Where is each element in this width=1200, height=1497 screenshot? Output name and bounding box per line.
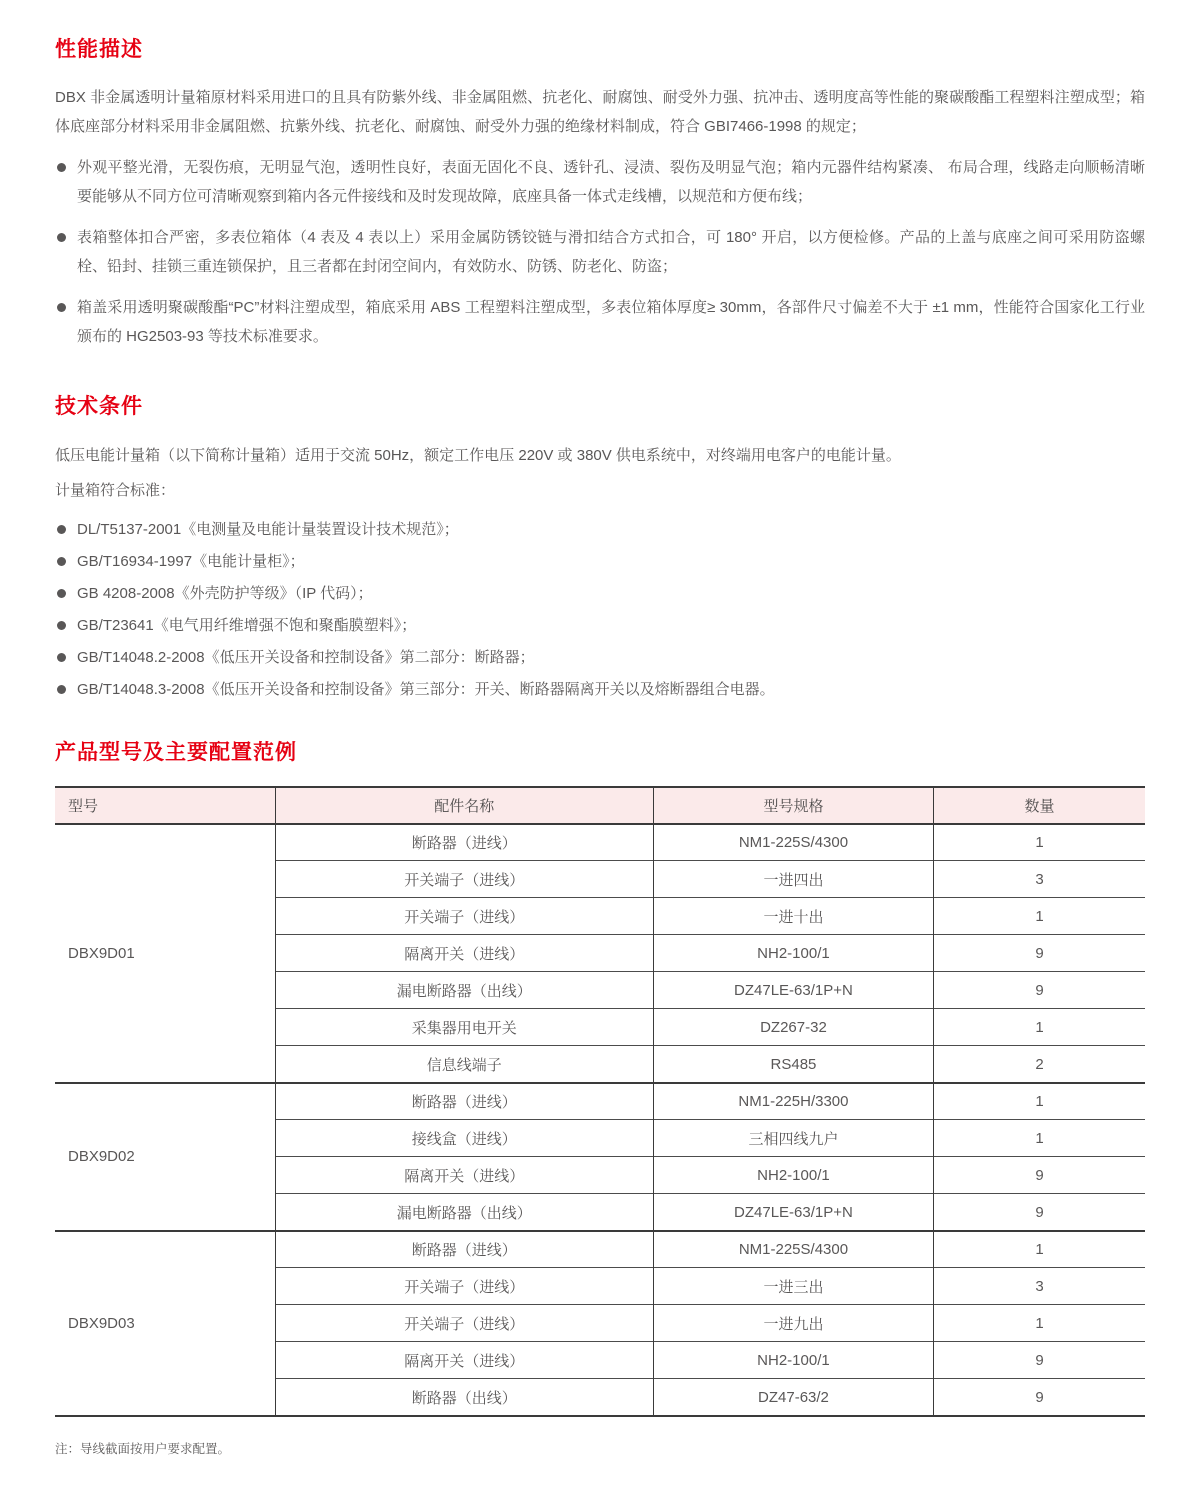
model-cell: DBX9D02 xyxy=(55,1083,275,1231)
products-title: 产品型号及主要配置范例 xyxy=(55,740,297,764)
qty-cell: 3 xyxy=(934,1268,1145,1305)
qty-cell: 1 xyxy=(934,1231,1145,1268)
spec-cell: DZ47-63/2 xyxy=(653,1379,933,1416)
qty-cell: 9 xyxy=(934,1342,1145,1379)
bullet-icon xyxy=(57,233,66,242)
performance-bullet xyxy=(55,153,1145,211)
standard-item xyxy=(55,618,1145,633)
bullet-icon xyxy=(57,303,66,312)
spec-cell: NH2-100/1 xyxy=(653,1342,933,1379)
header-part-name: 配件名称 xyxy=(275,787,653,824)
part-name-cell: 隔离开关（进线） xyxy=(275,1157,653,1194)
spec-cell: NH2-100/1 xyxy=(653,1157,933,1194)
part-name-cell: 开关端子（进线） xyxy=(275,898,653,935)
qty-cell: 9 xyxy=(934,1194,1145,1231)
standard-item xyxy=(55,586,1145,601)
section-performance xyxy=(55,36,1145,351)
standard-item-text: DL/T5137-2001《电测量及电能计量装置设计技术规范》； xyxy=(77,520,459,538)
technical-intro: 低压电能计量箱（以下简称计量箱）适用于交流 50Hz，额定工作电压 220V 或 380V 供电系统中，对终端用电客户的电能计量。 xyxy=(55,446,901,464)
table-row xyxy=(55,1231,1145,1268)
standard-item xyxy=(55,554,1145,569)
part-name-cell: 接线盒（进线） xyxy=(275,1120,653,1157)
standard-item-text: GB/T14048.3-2008《低压开关设备和控制设备》第三部分：开关、断路器隔离开关以及熔断器组合电器。 xyxy=(77,680,775,698)
part-name-cell: 断路器（进线） xyxy=(275,1083,653,1120)
table-row xyxy=(55,824,1145,861)
performance-bullet xyxy=(55,293,1145,351)
spec-cell: 一进三出 xyxy=(653,1268,933,1305)
standard-item xyxy=(55,522,1145,537)
qty-cell: 9 xyxy=(934,972,1145,1009)
bullet-icon xyxy=(57,589,66,598)
performance-intro: DBX 非金属透明计量箱原材料采用进口的且具有防紫外线、非金属阻燃、抗老化、耐腐蚀、耐受外力强、抗冲击、透明度高等性能的聚碳酸酯工程塑料注塑成型；箱体底座部分材料采用非金属阻燃、抗紫外线、抗老化、耐腐蚀、耐受外力强的绝缘材料制成，符合 GBI7466-1998 的规定； xyxy=(55,89,1145,136)
part-name-cell: 开关端子（进线） xyxy=(275,861,653,898)
spec-cell: 一进十出 xyxy=(653,898,933,935)
performance-bullet-text: 外观平整光滑，无裂伤痕，无明显气泡，透明性良好，表面无固化不良、透针孔、浸渍、裂伤及明显气泡；箱内元器件结构紧凑、 布局合理，线路走向顺畅清晰要能够从不同方位可清晰观察到箱内各元件接线和及时发现故障，底座具备一体式走线槽，以规范和方便布线； xyxy=(77,159,1145,206)
part-name-cell: 漏电断路器（出线） xyxy=(275,1194,653,1231)
performance-bullet-text: 箱盖采用透明聚碳酸酯“PC”材料注塑成型，箱底采用 ABS 工程塑料注塑成型，多表位箱体厚度≥ 30mm，各部件尺寸偏差不大于 ±1 mm，性能符合国家化工行业颁布的 HG2503-93 等技术标准要求。 xyxy=(77,299,1145,346)
header-spec: 型号规格 xyxy=(653,787,933,824)
spec-cell: 三相四线九户 xyxy=(653,1120,933,1157)
spec-cell: 一进九出 xyxy=(653,1305,933,1342)
qty-cell: 1 xyxy=(934,1083,1145,1120)
qty-cell: 9 xyxy=(934,1379,1145,1416)
qty-cell: 1 xyxy=(934,1120,1145,1157)
spec-cell: DZ47LE-63/1P+N xyxy=(653,972,933,1009)
bullet-icon xyxy=(57,163,66,172)
qty-cell: 1 xyxy=(934,1009,1145,1046)
spec-cell: NH2-100/1 xyxy=(653,935,933,972)
performance-title: 性能描述 xyxy=(55,38,143,61)
section-products xyxy=(55,739,1145,1457)
header-qty: 数量 xyxy=(934,787,1145,824)
bullet-icon xyxy=(57,653,66,662)
performance-bullet-text: 表箱整体扣合严密，多表位箱体（4 表及 4 表以上）采用金属防锈铰链与滑扣结合方式扣合，可 180° 开启，以方便检修。产品的上盖与底座之间可采用防盗螺栓、铅封、挂锁三重连锁保护，且三者都在封闭空间内，有效防水、防锈、防老化、防盗； xyxy=(77,229,1145,276)
performance-bullet xyxy=(55,223,1145,281)
spec-cell: DZ267-32 xyxy=(653,1009,933,1046)
standard-item-text: GB/T16934-1997《电能计量柜》； xyxy=(77,552,305,570)
standard-item xyxy=(55,682,1145,697)
qty-cell: 9 xyxy=(934,1157,1145,1194)
part-name-cell: 开关端子（进线） xyxy=(275,1268,653,1305)
section-technical xyxy=(55,393,1145,696)
qty-cell: 2 xyxy=(934,1046,1145,1083)
standard-item-text: GB/T23641《电气用纤维增强不饱和聚酯膜塑料》； xyxy=(77,616,417,634)
standard-item-text: GB 4208-2008《外壳防护等级》（IP 代码）； xyxy=(77,584,373,602)
spec-cell: NM1-225S/4300 xyxy=(653,1231,933,1268)
product-config-table xyxy=(55,786,1145,1417)
spec-cell: 一进四出 xyxy=(653,861,933,898)
table-header-row xyxy=(55,787,1145,824)
performance-bullet-list xyxy=(55,153,1145,351)
part-name-cell: 采集器用电开关 xyxy=(275,1009,653,1046)
part-name-cell: 漏电断路器（出线） xyxy=(275,972,653,1009)
part-name-cell: 开关端子（进线） xyxy=(275,1305,653,1342)
part-name-cell: 断路器（进线） xyxy=(275,1231,653,1268)
standard-item-text: GB/T14048.2-2008《低压开关设备和控制设备》第二部分：断路器； xyxy=(77,648,535,666)
model-cell: DBX9D03 xyxy=(55,1231,275,1416)
technical-title: 技术条件 xyxy=(55,395,143,419)
standards-list xyxy=(55,522,1145,697)
qty-cell: 1 xyxy=(934,824,1145,861)
model-cell: DBX9D01 xyxy=(55,824,275,1083)
bullet-icon xyxy=(57,525,66,534)
qty-cell: 1 xyxy=(934,898,1145,935)
part-name-cell: 信息线端子 xyxy=(275,1046,653,1083)
part-name-cell: 断路器（进线） xyxy=(275,824,653,861)
bullet-icon xyxy=(57,557,66,566)
bullet-icon xyxy=(57,621,66,630)
part-name-cell: 隔离开关（进线） xyxy=(275,935,653,972)
qty-cell: 3 xyxy=(934,861,1145,898)
technical-subtitle: 计量箱符合标准： xyxy=(55,481,176,499)
spec-cell: NM1-225S/4300 xyxy=(653,824,933,861)
spec-cell: DZ47LE-63/1P+N xyxy=(653,1194,933,1231)
standard-item xyxy=(55,650,1145,665)
part-name-cell: 隔离开关（进线） xyxy=(275,1342,653,1379)
part-name-cell: 断路器（出线） xyxy=(275,1379,653,1416)
table-note: 注：导线截面按用户要求配置。 xyxy=(55,1441,231,1456)
qty-cell: 9 xyxy=(934,935,1145,972)
bullet-icon xyxy=(57,685,66,694)
spec-cell: NM1-225H/3300 xyxy=(653,1083,933,1120)
spec-cell: RS485 xyxy=(653,1046,933,1083)
table-row xyxy=(55,1083,1145,1120)
qty-cell: 1 xyxy=(934,1305,1145,1342)
header-model: 型号 xyxy=(55,787,275,824)
